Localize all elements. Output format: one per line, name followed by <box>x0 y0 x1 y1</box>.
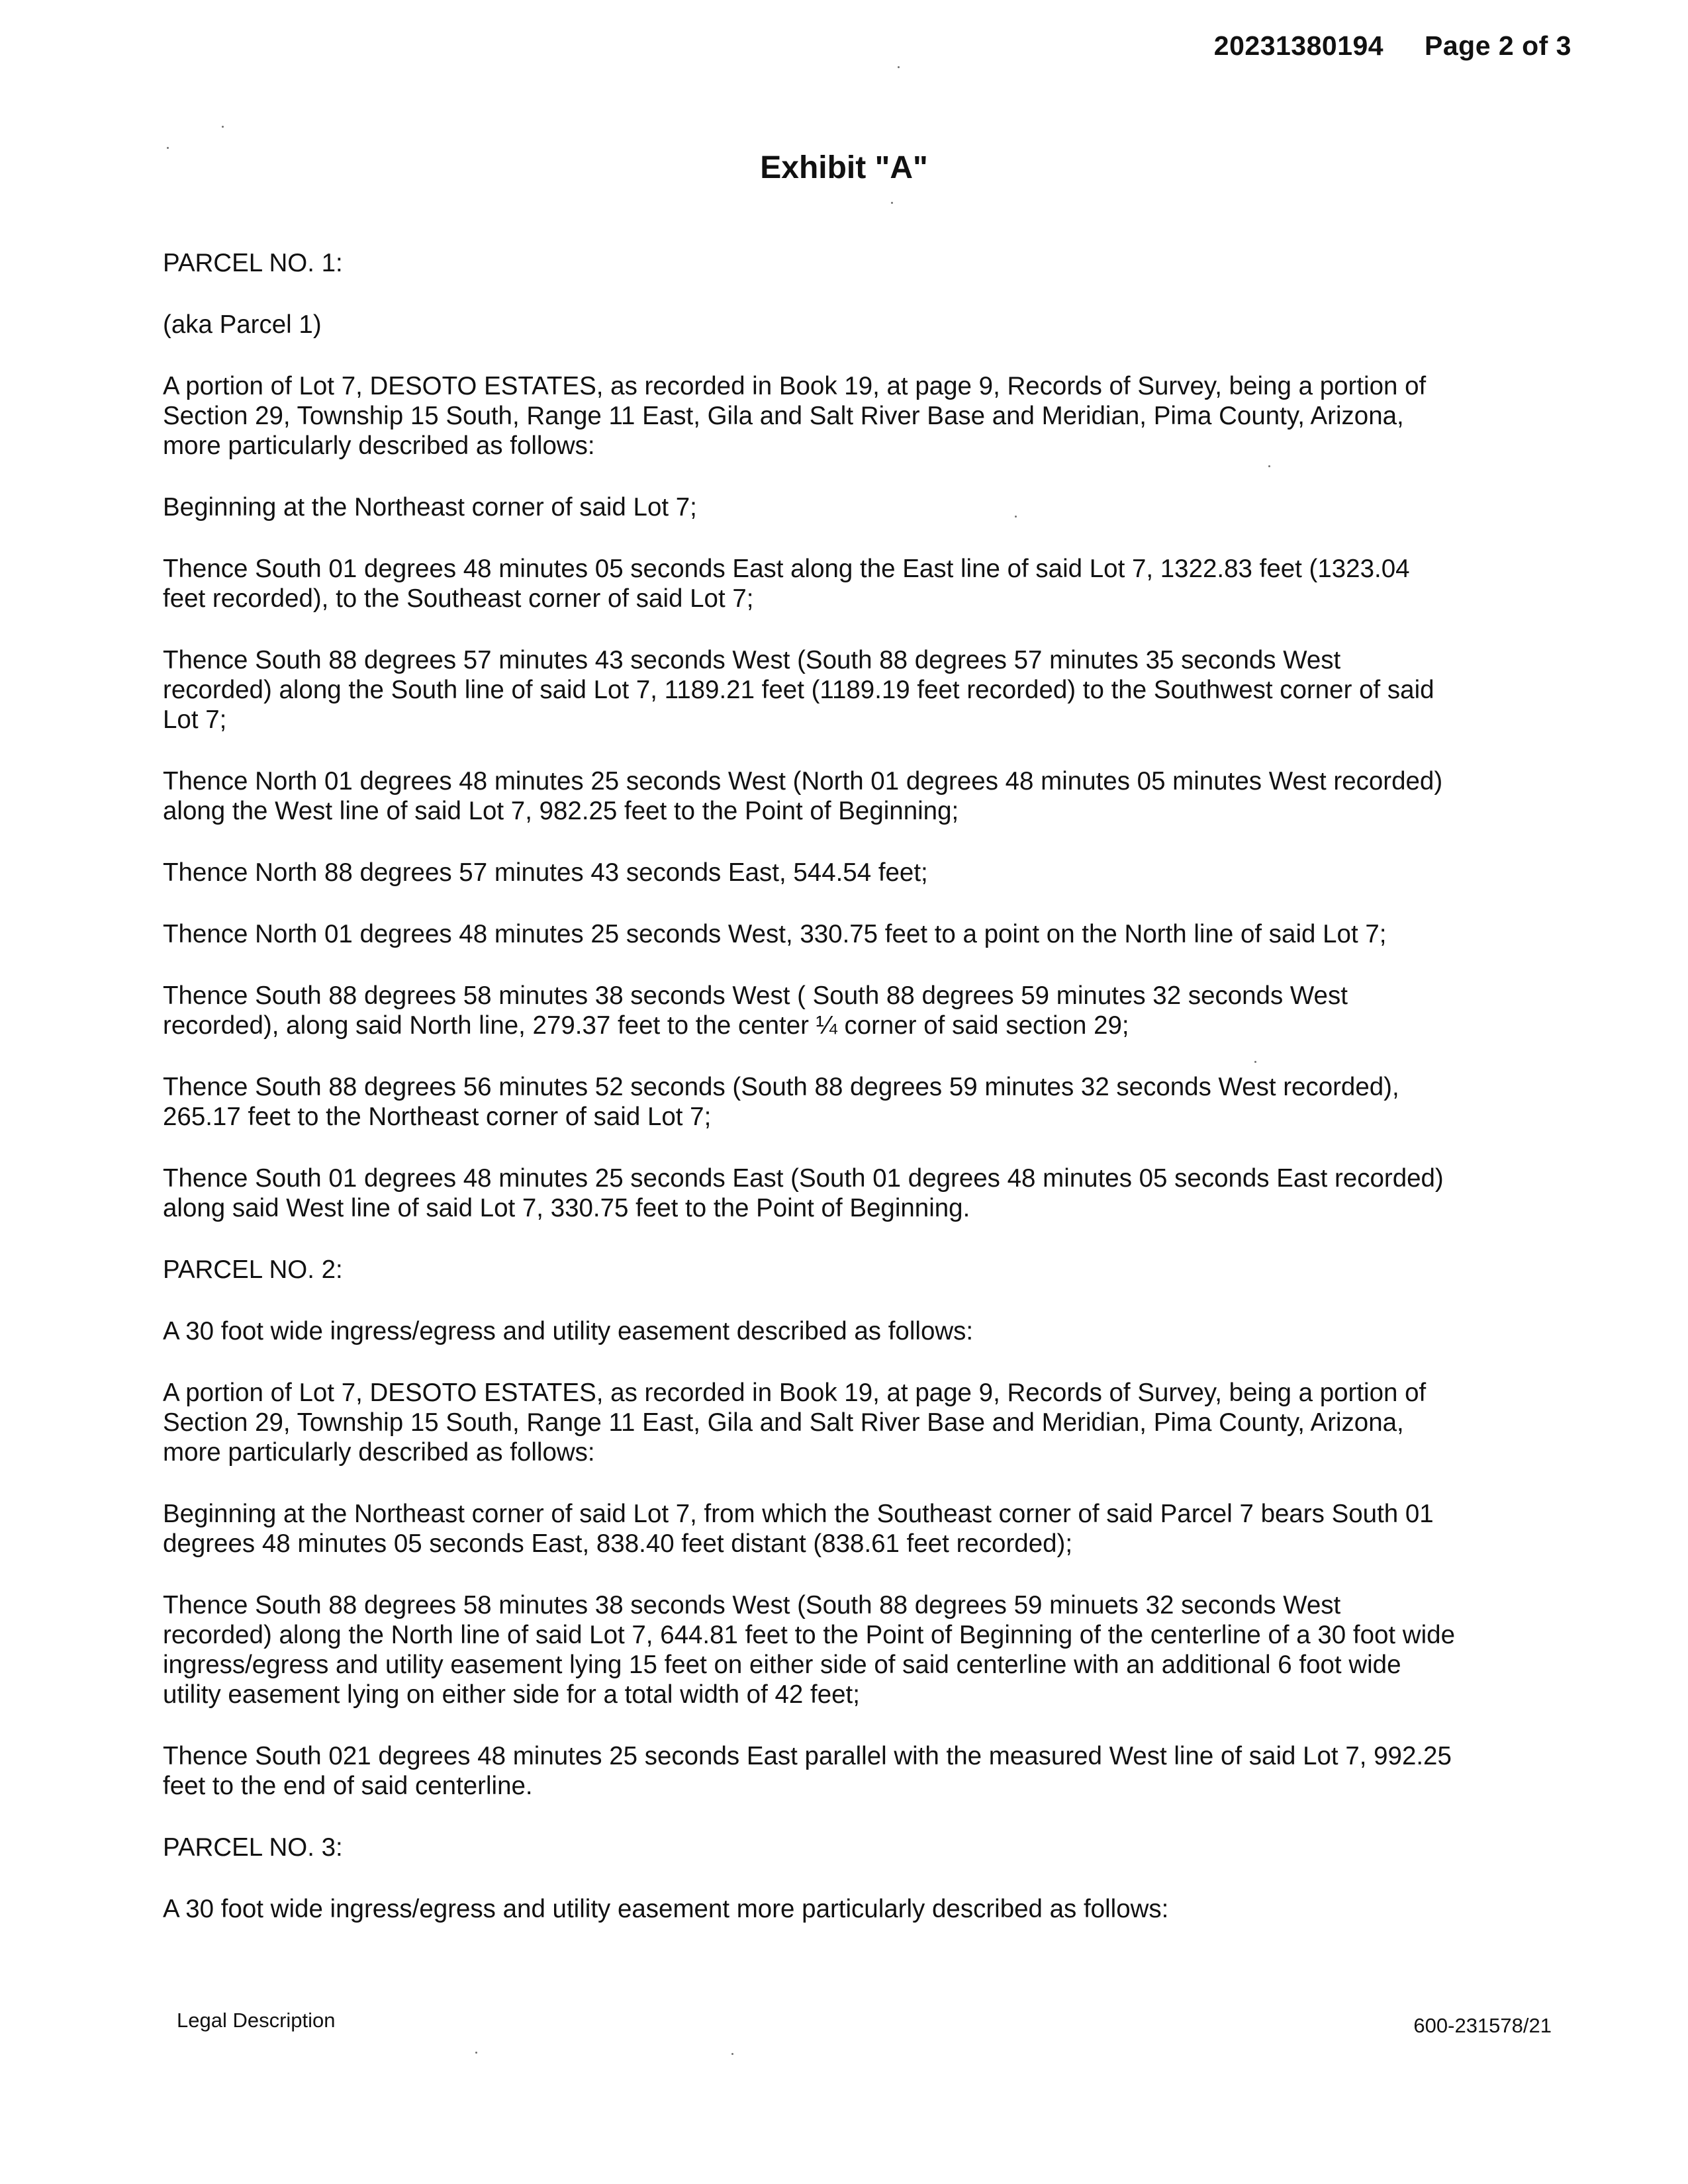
parcel-1-course-4: Thence North 88 degrees 57 minutes 43 seconds East, 544.54 feet; <box>163 858 928 887</box>
parcel-1-course-5: Thence North 01 degrees 48 minutes 25 seconds West, 330.75 feet to a point on the North line of said Lot 7; <box>163 920 1387 948</box>
scan-speck <box>1254 1061 1256 1063</box>
exhibit-title: Exhibit "A" <box>760 150 928 185</box>
parcel-1-course-1: Thence South 01 degrees 48 minutes 05 seconds East along the East line of said Lot 7, 1322.83 feet (1323.04 feet recorded), to the Southeast corner of said Lot 7; <box>163 555 1410 613</box>
parcel-2-heading: PARCEL NO. 2: <box>163 1255 343 1284</box>
scan-speck <box>167 147 169 149</box>
parcel-2-summary: A 30 foot wide ingress/egress and utility easement described as follows: <box>163 1317 974 1345</box>
parcel-1-description: A portion of Lot 7, DESOTO ESTATES, as recorded in Book 19, at page 9, Records of Survey, being a portion of Section 29, Township 15 South, Range 11 East, Gila and Salt River Base and Meridian, Pima County, Arizona, more particularly described as follows: <box>163 372 1427 460</box>
parcel-2-description: A portion of Lot 7, DESOTO ESTATES, as recorded in Book 19, at page 9, Records of Survey, being a portion of Section 29, Township 15 South, Range 11 East, Gila and Salt River Base and Meridian, Pima County, Arizona, more particularly described as follows: <box>163 1379 1427 1467</box>
scan-speck <box>222 126 224 128</box>
parcel-1-beginning: Beginning at the Northeast corner of said Lot 7; <box>163 493 697 522</box>
parcel-1-course-3: Thence North 01 degrees 48 minutes 25 seconds West (North 01 degrees 48 minutes 05 minutes West recorded) along the West line of said Lot 7, 982.25 feet to the Point of Beginning; <box>163 767 1443 825</box>
parcel-1-heading: PARCEL NO. 1: <box>163 249 343 277</box>
parcel-2-course-1: Thence South 88 degrees 58 minutes 38 seconds West (South 88 degrees 59 minuets 32 seconds West recorded) along the North line of said Lot 7, 644.81 feet to the Point of Beginning of the centerline of a 30 foot wide ingress/egress and utility easement lying 15 feet on either side of said centerline with an additional 6 foot wide utility easement lying on either side for a total width of 42 feet; <box>163 1591 1455 1709</box>
parcel-3-summary: A 30 foot wide ingress/egress and utility easement more particularly described as follows: <box>163 1895 1169 1923</box>
scan-speck <box>898 66 900 68</box>
document-number: 20231380194 <box>1213 30 1384 61</box>
footer-file-number: 600-231578/21 <box>1413 2014 1552 2037</box>
parcel-2-beginning: Beginning at the Northeast corner of said Lot 7, from which the Southeast corner of said Parcel 7 bears South 01 degrees 48 minutes 05 seconds East, 838.40 feet distant (838.61 feet recorded); <box>163 1500 1434 1558</box>
scan-speck <box>1015 516 1017 518</box>
parcel-1-course-6: Thence South 88 degrees 58 minutes 38 seconds West ( South 88 degrees 59 minutes 32 seconds West recorded), along said North line, 279.37 feet to the center ¼ corner of said section 29; <box>163 981 1348 1040</box>
scan-speck <box>731 2053 733 2055</box>
page-header <box>1214 30 1571 62</box>
parcel-1-course-8: Thence South 01 degrees 48 minutes 25 seconds East (South 01 degrees 48 minutes 05 seconds East recorded) along said West line of said Lot 7, 330.75 feet to the Point of Beginning. <box>163 1164 1444 1222</box>
page-number: Page 2 of 3 <box>1425 30 1571 61</box>
footer-document-type: Legal Description <box>177 2009 336 2032</box>
parcel-2-course-2: Thence South 021 degrees 48 minutes 25 seconds East parallel with the measured West line of said Lot 7, 992.25 feet to the end of said centerline. <box>163 1742 1452 1800</box>
scan-speck <box>891 202 893 204</box>
parcel-1-course-2: Thence South 88 degrees 57 minutes 43 seconds West (South 88 degrees 57 minutes 35 seconds West recorded) along the South line of said Lot 7, 1189.21 feet (1189.19 feet recorded) to the Southwest corner of said Lot 7; <box>163 646 1434 734</box>
parcel-1-aka: (aka Parcel 1) <box>163 310 322 339</box>
parcel-1-course-7: Thence South 88 degrees 56 minutes 52 seconds (South 88 degrees 59 minutes 32 seconds West recorded), 265.17 feet to the Northeast corner of said Lot 7; <box>163 1073 1399 1131</box>
scan-speck <box>1268 465 1270 467</box>
parcel-3-heading: PARCEL NO. 3: <box>163 1833 343 1862</box>
legal-description-body <box>163 248 1573 1956</box>
scan-speck <box>475 2052 477 2054</box>
